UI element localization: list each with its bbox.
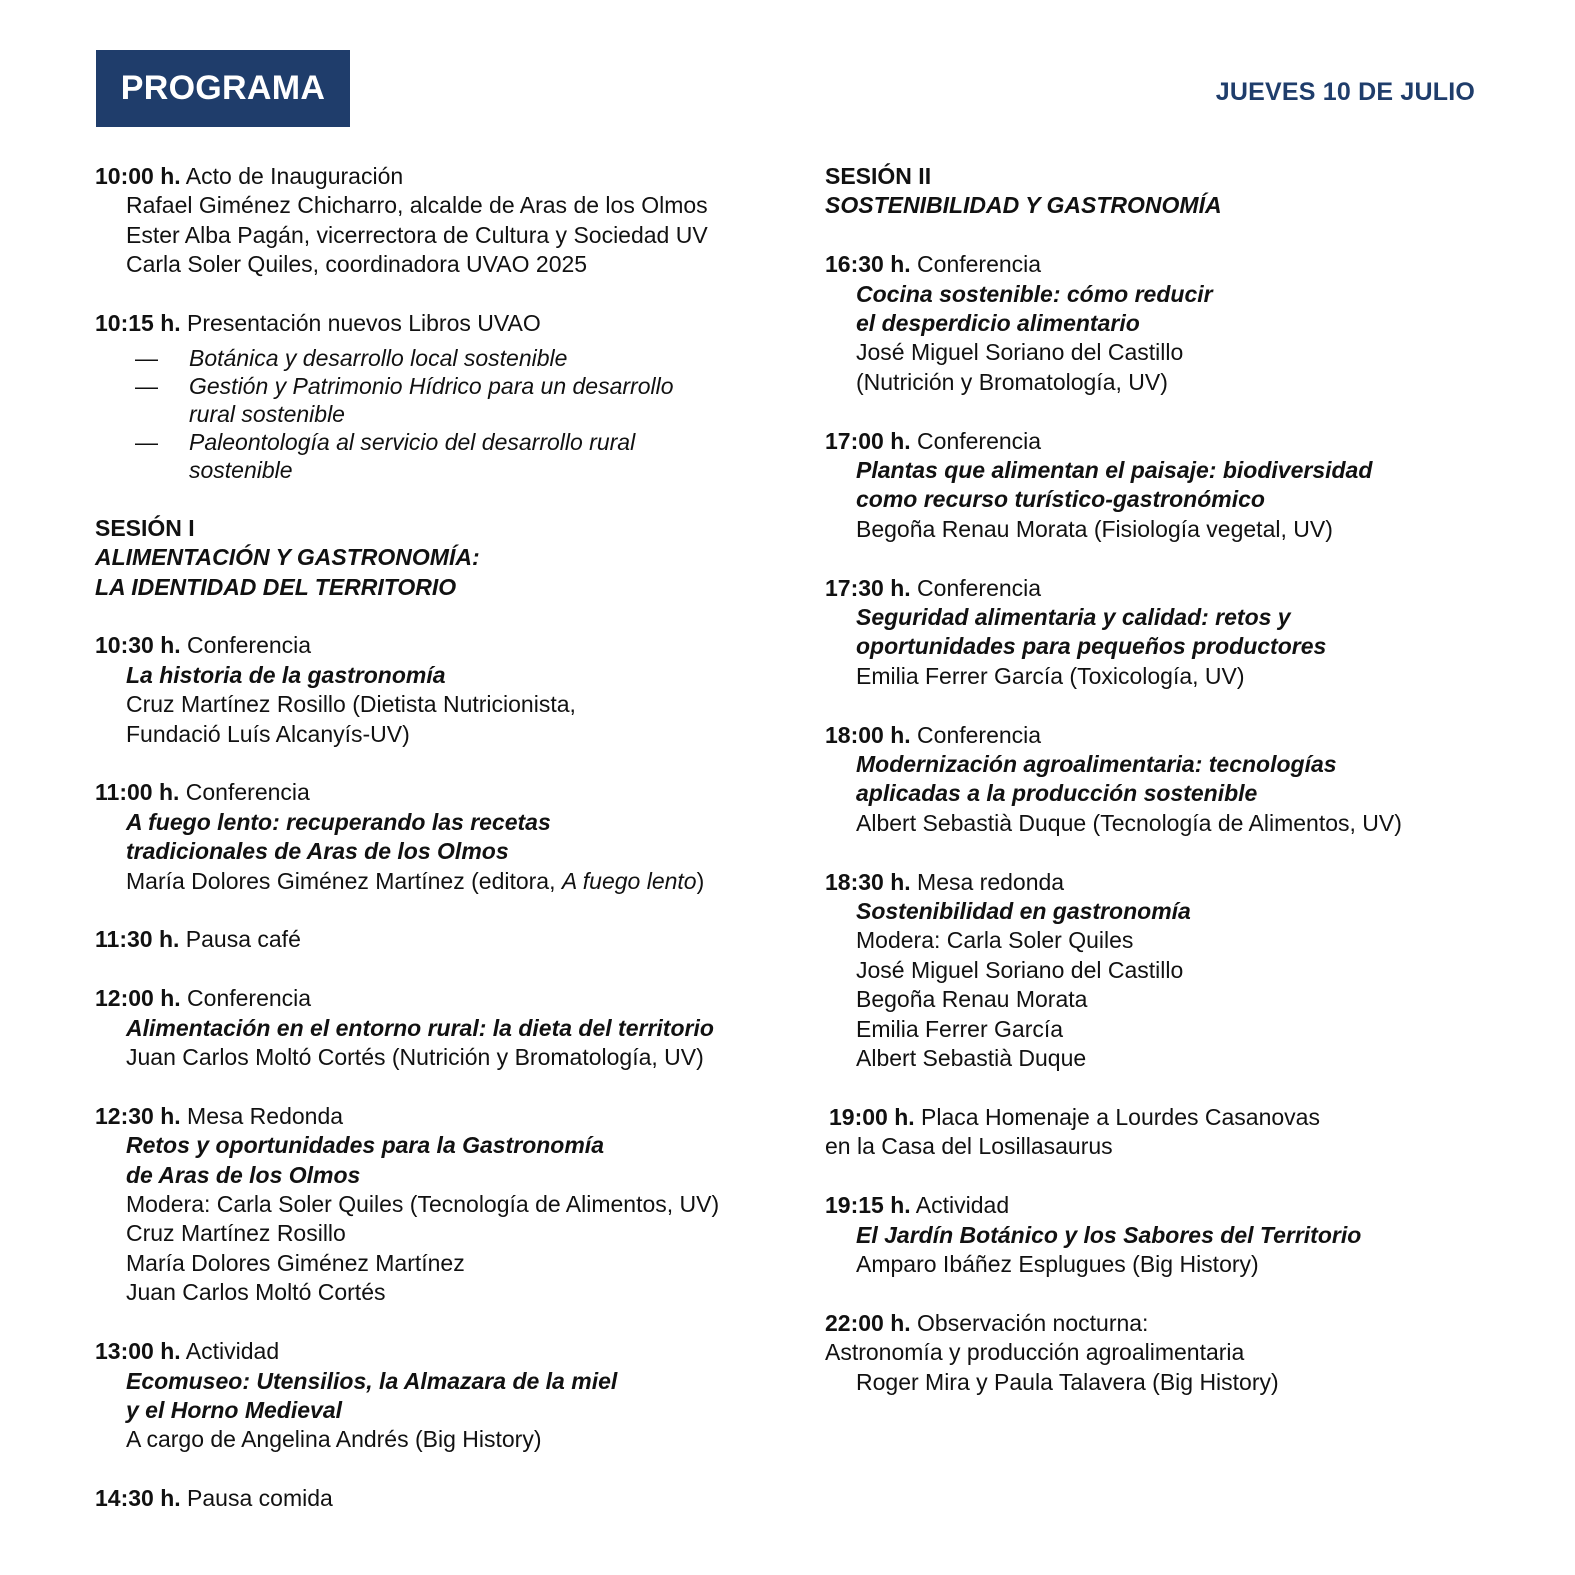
event-type: Actividad	[185, 1338, 280, 1365]
talk-title: Ecomuseo: Utensilios, la Almazara de la miel	[126, 1367, 618, 1394]
speaker-line: Ester Alba Pagán, vicerrectora de Cultura y Sociedad UV	[126, 221, 708, 248]
speaker-line: Amparo Ibáñez Esplugues (Big History)	[856, 1250, 1259, 1277]
event-time: 12:30 h.	[95, 1102, 181, 1129]
event-2200	[825, 1309, 1525, 1397]
session-title: SOSTENIBILIDAD Y GASTRONOMÍA	[825, 192, 1222, 219]
speaker-line: Begoña Renau Morata (Fisiología vegetal, UV)	[856, 515, 1333, 542]
event-heading	[95, 309, 775, 338]
book-reference: A fuego lento	[561, 867, 697, 894]
speaker-line: Begoña Renau Morata	[856, 986, 1088, 1013]
speaker-line: Cruz Martínez Rosillo (Dietista Nutricionista,	[126, 691, 576, 718]
speaker-name: María Dolores Giménez Martínez (editora,	[126, 867, 562, 894]
event-type: Presentación nuevos Libros UVAO	[187, 310, 541, 337]
speaker-line: Modera: Carla Soler Quiles (Tecnología de Alimentos, UV)	[126, 1191, 720, 1218]
dash-mark: —	[135, 345, 158, 372]
event-time: 19:15 h.	[825, 1192, 911, 1219]
event-1900	[825, 1103, 1525, 1162]
talk-title: tradicionales de Aras de los Olmos	[126, 838, 509, 865]
event-1800	[825, 721, 1525, 839]
speaker-line: (Nutrición y Bromatología, UV)	[856, 368, 1168, 395]
event-heading	[95, 984, 775, 1013]
book-item	[95, 428, 775, 484]
event-time: 12:00 h.	[95, 985, 181, 1012]
event-heading	[825, 574, 1525, 603]
dash-mark: —	[135, 373, 158, 400]
event-1915	[825, 1191, 1525, 1279]
event-type: Mesa redonda	[917, 868, 1065, 895]
event-heading	[825, 1103, 1525, 1132]
event-type: Acto de Inauguración	[185, 163, 404, 189]
talk-title: aplicadas a la producción sostenible	[856, 780, 1258, 807]
event-heading	[95, 1484, 775, 1513]
book-item	[95, 344, 775, 372]
event-heading	[95, 1337, 775, 1366]
talk-title: el desperdicio alimentario	[856, 310, 1140, 337]
event-time: 16:30 h.	[825, 251, 911, 278]
event-type: Observación nocturna:	[917, 1309, 1149, 1336]
event-time: 10:00 h.	[95, 163, 181, 189]
talk-title: y el Horno Medieval	[126, 1396, 343, 1423]
talk-title: Alimentación en el entorno rural: la dieta del territorio	[126, 1014, 714, 1041]
event-1100	[95, 778, 775, 896]
event-heading	[825, 427, 1525, 456]
speaker-line: Albert Sebastià Duque (Tecnología de Alimentos, UV)	[856, 809, 1402, 836]
speaker-line: Roger Mira y Paula Talavera (Big History)	[856, 1368, 1279, 1395]
event-type: Pausa café	[185, 926, 301, 953]
event-time: 11:30 h.	[95, 926, 180, 953]
event-type: Conferencia	[917, 721, 1042, 748]
event-1630	[825, 250, 1525, 397]
event-1200	[95, 984, 775, 1072]
speaker-line: Rafael Giménez Chicharro, alcalde de Aras de los Olmos	[126, 192, 708, 219]
speaker-line: A cargo de Angelina Andrés (Big History)	[126, 1426, 542, 1453]
event-time: 14:30 h.	[95, 1485, 181, 1512]
event-books	[95, 309, 775, 484]
event-time: 13:00 h.	[95, 1338, 181, 1365]
talk-title: Cocina sostenible: cómo reducir	[856, 280, 1213, 307]
talk-title: Plantas que alimentan el paisaje: biodiversidad	[856, 457, 1373, 484]
event-1230	[95, 1102, 775, 1308]
event-heading	[825, 1309, 1525, 1338]
event-heading	[95, 1102, 775, 1131]
talk-title: Seguridad alimentaria y calidad: retos y	[856, 604, 1291, 631]
event-detail: Astronomía y producción agroalimentaria	[825, 1339, 1245, 1366]
book-item	[95, 372, 775, 428]
talk-title: A fuego lento: recuperando las recetas	[126, 808, 551, 835]
book-title: Gestión y Patrimonio Hídrico para un desarrollo	[189, 373, 674, 400]
session-title: LA IDENTIDAD DEL TERRITORIO	[95, 573, 457, 600]
left-column	[95, 162, 775, 1543]
event-type: Conferencia	[187, 632, 312, 659]
speaker-line: Emilia Ferrer García (Toxicología, UV)	[856, 662, 1245, 689]
speaker-line: Juan Carlos Moltó Cortés	[126, 1279, 386, 1306]
event-type: Conferencia	[185, 779, 310, 806]
talk-title: El Jardín Botánico y los Sabores del Territorio	[856, 1221, 1362, 1248]
talk-title: Sostenibilidad en gastronomía	[856, 898, 1191, 925]
event-1030	[95, 631, 775, 749]
event-time: 10:15 h.	[95, 310, 181, 337]
event-heading	[825, 1191, 1525, 1220]
speaker-line: José Miguel Soriano del Castillo	[856, 956, 1184, 983]
event-1430	[95, 1484, 775, 1513]
speaker-line: María Dolores Giménez Martínez	[126, 1249, 465, 1276]
programa-banner: PROGRAMA	[96, 50, 350, 127]
event-time: 18:30 h.	[825, 868, 911, 895]
event-time: 18:00 h.	[825, 721, 911, 748]
talk-title: Retos y oportunidades para la Gastronomía	[126, 1132, 604, 1159]
event-type: Mesa Redonda	[187, 1102, 344, 1129]
event-time: 10:30 h.	[95, 632, 181, 659]
event-time: 11:00 h.	[95, 779, 180, 806]
event-date: JUEVES 10 DE JULIO	[1215, 78, 1475, 106]
speaker-line: Emilia Ferrer García	[856, 1015, 1064, 1042]
event-inauguration	[95, 162, 775, 280]
book-title: Botánica y desarrollo local sostenible	[189, 345, 568, 372]
event-heading	[95, 925, 775, 954]
speaker-suffix: )	[696, 867, 705, 894]
session-label: SESIÓN II	[825, 163, 932, 189]
event-time: 19:00 h.	[829, 1103, 915, 1130]
speaker-line: Albert Sebastià Duque	[856, 1045, 1087, 1072]
dash-mark: —	[135, 429, 158, 456]
event-heading	[95, 778, 775, 807]
speaker-line: José Miguel Soriano del Castillo	[856, 339, 1184, 366]
event-type: Conferencia	[187, 985, 312, 1012]
book-title: rural sostenible	[189, 401, 345, 428]
event-time: 17:30 h.	[825, 574, 911, 601]
book-list	[95, 344, 775, 484]
event-1730	[825, 574, 1525, 692]
event-type: Conferencia	[917, 574, 1042, 601]
speaker-line: Modera: Carla Soler Quiles	[856, 927, 1134, 954]
session-1-header	[95, 514, 775, 602]
speaker-line: Fundació Luís Alcanyís-UV)	[126, 720, 410, 747]
speaker-line	[95, 867, 775, 896]
talk-title: La historia de la gastronomía	[126, 661, 446, 688]
book-title: sostenible	[189, 457, 293, 484]
event-type: Conferencia	[917, 251, 1042, 278]
event-type: Pausa comida	[187, 1485, 333, 1512]
speaker-line: Carla Soler Quiles, coordinadora UVAO 2025	[126, 251, 588, 278]
event-detail: en la Casa del Losillasaurus	[825, 1133, 1113, 1160]
event-type: Placa Homenaje a Lourdes Casanovas	[921, 1103, 1320, 1130]
talk-title: oportunidades para pequeños productores	[856, 633, 1327, 660]
event-heading	[825, 250, 1525, 279]
event-time: 22:00 h.	[825, 1309, 911, 1336]
event-time: 17:00 h.	[825, 427, 911, 454]
session-2-header	[825, 162, 1525, 221]
talk-title: Modernización agroalimentaria: tecnologías	[856, 751, 1337, 778]
event-heading	[825, 721, 1525, 750]
book-title: Paleontología al servicio del desarrollo rural	[189, 429, 636, 456]
event-heading	[825, 868, 1525, 897]
speaker-line: Cruz Martínez Rosillo	[126, 1220, 346, 1247]
event-1700	[825, 427, 1525, 545]
talk-title: como recurso turístico-gastronómico	[856, 486, 1265, 513]
right-column	[825, 162, 1525, 1426]
event-type: Actividad	[915, 1192, 1010, 1219]
speaker-line: Juan Carlos Moltó Cortés (Nutrición y Bromatología, UV)	[126, 1044, 704, 1071]
event-1830	[825, 868, 1525, 1074]
event-1300	[95, 1337, 775, 1455]
event-type: Conferencia	[917, 427, 1042, 454]
event-heading	[95, 162, 775, 191]
event-heading	[95, 631, 775, 660]
event-1130	[95, 925, 775, 954]
session-label: SESIÓN I	[95, 514, 195, 541]
session-title: ALIMENTACIÓN Y GASTRONOMÍA:	[95, 544, 480, 571]
talk-title: de Aras de los Olmos	[126, 1161, 361, 1188]
